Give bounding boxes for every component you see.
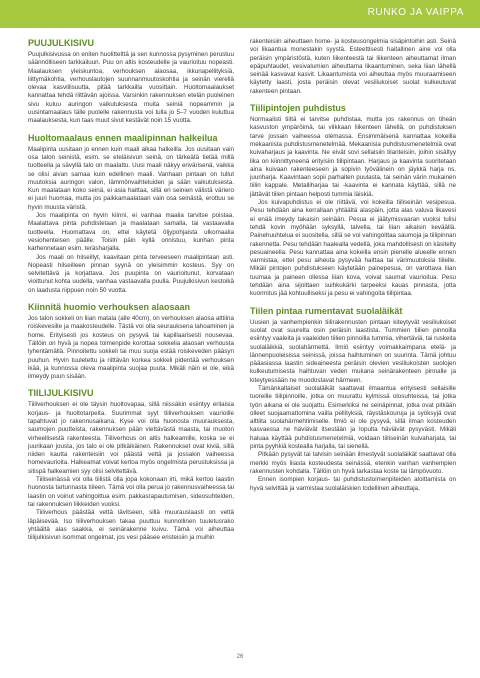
section-puujulkisivu xyxy=(28,38,234,126)
paragraph: Jos kuivapuhdistus ei ole riittävä, voi kokeilla tiiliseinän vesipesua. Pesu tehdään aina kerrallaan yhtäältä alaspäin, jotta alas valuva likavesi ei enää imeydy takaisin seinään. Pesua ei jäätymisvaaran vuoksi tulisi tehdä kovin myöhään syksyllä, talvella, tai liian aikaisin keväällä. Painehuuhtelua ei suositella, sillä se voi vahingoittaa saumoja ja tiilipinnan rakennetta. Pesu tehdään haalealla vedellä, joka mahdollisesti on käsitelty pesuaineella. Pesu kannattaa aina kokeilla ensin pienelle alueelle ennen varmistaa, ettei pesu aiheuta pysyvää haittaa tai värimuutoksia tiilelle. Mikäli pintojen puhdistukseen käytetään painepesua, on varottava liian tuumaa ja paineen ollessa liian kova, voivat saumat vaurioitua. Pesu tehdään aina sijoittaen suihkukärki tarpeeksi kauas pinnasta, jotta kuormitus jää kohtuulliseksi ja pesu ei vahingoita tiilipintaa. xyxy=(250,199,456,298)
left-column xyxy=(28,38,234,549)
paragraph: Tiiliverhous päästää vettä lävitseen, sillä muurauslaasti on vettä läpäisevää. Iso tiiliverhouksen takaa puuttuu kunnollinen tuuletusrako yhtäältä alas saakka, ei seinärakenne kuivu. Tämä voi aiheuttaa tiilijulkisivun isommat ongelmat, jos vesi pääsee eristeisiin ja muihin xyxy=(28,509,234,542)
paragraph: rakenteisiin aiheuttaen home- ja kosteusongelmia sisäpintoihin asti. Seinä voi likaantua monestakin syystä. Esteettisesti haitallinen aine voi olla peräisin ympäristöstä, kuten liikenteestä tai liikenteen aiheuttamat ilman epäpuhtaudet, vesivalumien aiheuttama likaantuminen, seka liian lähellä seinää kasvavat kasvit. Likaantumista voi aiheuttaa myös muuraamiseen käytetty laasti, josta peräisin olevat vesiliukoiset suolat kulkeutuvat rakenteen pintaan. xyxy=(250,38,456,95)
paragraph: Maalipinta uusitaan jo ennen kuin maali alkaa halkeilla. Jos uusitaan vain osa talon seinistä, esim. se eteläisivun seinä, on tärkeätä tietää millä tuotteella ja sävyllä talo on maalattu. Uusi maali näkyy erivärisenä, vaikka se olisi aivan samaa kuin edellinen maali. Vanhaan pintaan on tullut muutoksia auringon valon, lämmönvaihteluiden ja sään vaikutuksesta. Kun maalataan koko seinä, ei asia haittaa, sillä eri seinien välistä väriero ei juuri huomaa, mutta jos paikkamaalataan vain osa seinästä, erottuu se hyvin muusta väristä. xyxy=(28,145,234,211)
section-tiilijulkisivu xyxy=(28,388,234,542)
section-heading: Kiinnitä huomio verhouksen alaosaan xyxy=(28,302,191,313)
paragraph: Uusien ja vanhempienkin tiilirakennusten pintaan kiteytyvät vesiliukoiset suolat ovat suurelta osin peräisin laastista. Tummien tiilien pinnoilla esiintyy vaaleita ja vaaleiden tiilien pinnoilla tummia, vihertäviä, tai ruskeita suolaläikkiä, suolahärmettä. Ilmiö esiintyy voimakkaimpana etelä- ja lännenpuoleisissa seinissä, joissa haihtuminen on suurinta. Tämä johtuu pääasiassa laastin sideaineesta peräisin olevien vesiliukoisten suolojen kulkeutumisesta haihtuvan veden mukana seinärakenteen pinnalle ja kiteytyessään ne muodostavat härmeen. xyxy=(250,318,457,384)
section-continuation xyxy=(250,38,456,96)
page-number: 26 xyxy=(236,654,244,660)
paragraph: Pitkään pysyvät tai talvisin seinään ilmestyvät suolaläikät saattavat olla merkki myös liiasta kosteudesta seinässä, etenkin vanhan vanhempien rakennusten kohdalla. Tällöin on hyvä tarkastaa koste tai lämpövuoto. xyxy=(250,451,456,475)
paragraph: Tämänkaltaiset suolaläikät saattavat ilmaantua erityisesti sellaisille tuoreille tiilipinnoille, jotka on muurattu kylmissä olosuhteissa, tai jotka työn aikana ei ole suojattu. Esimerkiksi ne seinäpinnat, jotka ovat pitkään olleet suojaamattomina vailla pellityksiä, räystäskouruja ja syöksyjä ovat alttiita suolahärmehtimiselle. Ilmiö ei ole pysyvä, sillä ilman kosteuden kasvaessa ne häviävät itsestään ja lopulta häviävät pysyvästi. Mikäli haluaa käyttää puhdistusmenetelmiä, voidaan tiiliseinän kuivaharjata, tai pinta pyyhkiä kostealla harjalla, tai sienellä. xyxy=(250,384,456,451)
header-title: RUNKO JA VAIPPA xyxy=(367,7,464,18)
section-tiilipintojen-puhdistus xyxy=(250,103,456,299)
paragraph: Tiiliverhouksen ei ole täysin huoltovapaa, sillä niissäkin esiintyy erilaisia korjaus- ja huoltotarpeita. Suurimmat syyt tiiliverhouksen vaurioille tapahtuvat jo rakennusaikana. Kyse voi olla huonosta muurauksesta, saumojen puutteista, rakennuksen pään viettävästä maasta, tai muoton virheellisestä rakenteesta. Tiiliverhous on altis halkeamille, koska se ei juurikaan jousta, jos talo ei ole pitkäikäinen. Rakennukset ovat kiviä, sillä niiden kautta rakenteisiin voi päästä vettä ja jossakin vaiheessa homevaurioita. Halkeamat voivat kertoa myös ongelmista perustuksissa ja sitispä halkeamien syy olisi selvitettävä. xyxy=(28,401,234,475)
paragraph: Jos maalipinta on hyvin kiinni, ei vanhaa maalia tarvitse poistaa. Maalattava pinta puhdistetaan ja maalataan samalla, tai vastaavalla tuotteella. Huomattava on, ettei käytetä öljypohjaista ulkomaalia vesiohenteisen päälle. Toisin päin kyllä onnistuu, kunhan pinta karhennetaan esim. teräsharjalla. xyxy=(28,212,234,253)
section-heading: Tiilen pintaa rumentavat suolaläikät xyxy=(250,305,403,316)
paragraph: Jos talon sokkeli on liian matala (alle 40cm), on verhouksen alaosa alttiina roiskevesille ja maakosteudelle. Tästä voi olla seurauksena lahoaminen ja home. Erityisesti jos kosteus on pysyvä tai kapillaarisesti nousevaa. Tällöin on hyvä ja nopea toimenpide korottaa sokkelia alaosan verhousta lyhentämällä. Pinnoitettu sokkeli tai muu suoja estää roiskeveden pääsyn puuhun. Hyvin tuuletettu ja riittävän korkea sokkeli pidentää verhouksen ikää, ja kunnossa oleva maalipinta suojaa puuta. Mikäli näin ei ole, eikä ilmeydy puun sisään. xyxy=(28,315,234,381)
paragraph: Ennen isompien korjaus- tai puhdistustoimenpiteiden aloittamista on hyvä selvittää ja varmistaa suolaläiskien todellinen aiheuttaja, xyxy=(250,476,456,492)
section-heading: TIILIJULKISIVU xyxy=(28,388,94,399)
section-verhouksen-alaosa xyxy=(28,302,234,381)
section-heading: Tiilipintojen puhdistus xyxy=(250,103,346,114)
paragraph: Puujulkisivussa on eniten huolittelttä ja sen kunnossa pysyminen perustuu säännölliseen tarkkailuun. Puu on altis kosteudelle ja vaurioituu nopeasti. Maalauksen yleiskuntoa, verhouksen alaosaa, ikkunapellityksiä, liittymäkohtia, verhouslautojen suunnanmuutoskohtia ja seinän vierellä olevaa kasvillisuutta, pitää tarkkailla vuosittain. Huoltomaalaukset kannattaa tehdä riittävän ajoissa. Varsinkin rakennuksen etelän puoleinen sivu kuluu auringon vaikutuksesta muita seiniä nopeammin ja uusintamaalaus tälle puolelle rakennusta voi tulla jo 5–7 vuoden kuluttua maalauksesta, kun taas muut sivut kestävät noin 15 vuotta. xyxy=(28,51,234,125)
section-heading: Huoltomaalaus ennen maalipinnan halkeilua xyxy=(28,132,218,143)
paragraph: Tiiliseinässä voi olla tiilistä olla jopa kokonaan irti, mikä kertoo laastin huonosta tartunnasta tiileen. Tämä voi olla perua jo rakennusvaiheessa tai laastin on voinut vahingoittua esim. pakkasrapautumisen, sideosuhteiden, tai rakennuksen liikkeiden vuoksi. xyxy=(28,476,234,508)
right-column xyxy=(250,38,456,500)
page-header xyxy=(0,0,480,28)
paragraph: Normaalisti tiiltä ei tarvitse puhdistaa, mutta jos rakennus on tiheän kasvuston ympäröimä, tai vilkkaan liikenteen lähellä, on puhdistuksen tarve jossain vaiheessa olemassa. Ensimmäisenä kannattaa kokeilla mekaanista puhdistusmenetelmää. Mekaanisia puhdistusmenetelmiä ovat kuivaharjaus ja kaavinta. Ne eivät sovi sellaisiin tilanteisiin, joihin sisältyy lika on kiinnittyneenä erityisiin tiilipintaan. Harjaus ja kaavinta suoritetaan aina kuivaan rakenteeseen ja sopivin työvälinein on jäykkä harja ns. juuriharja. Kaavintaan sopii parhaiten puulasta, tai seinän värin mukainen tiilin kappale. Metalliharjaa tai -kaavinta ei kannata käyttää, sillä ne jättävät tiilen pintaan helposti tummia läiskiä. xyxy=(250,116,456,198)
section-huoltomaalaus xyxy=(28,133,234,295)
section-suolalaikat xyxy=(250,306,456,493)
paragraph: Jos maali on hilseillyt, kaavitaan pinta terveeseen maalipintaan asti. Nopeasti hilseilleen pinnan syynä on yleisimmin kosteus. Syy on selvitettävä ja korjattava. Jos puupinta on vaurioitunut, korvataan vioittunut kohta uudella, vanhaa vastaavalla puulla. Puujulkisivun kestoikä on laadusta riippuen noin 50 vuotta. xyxy=(28,253,234,294)
section-heading: PUUJULKISIVU xyxy=(28,38,95,48)
